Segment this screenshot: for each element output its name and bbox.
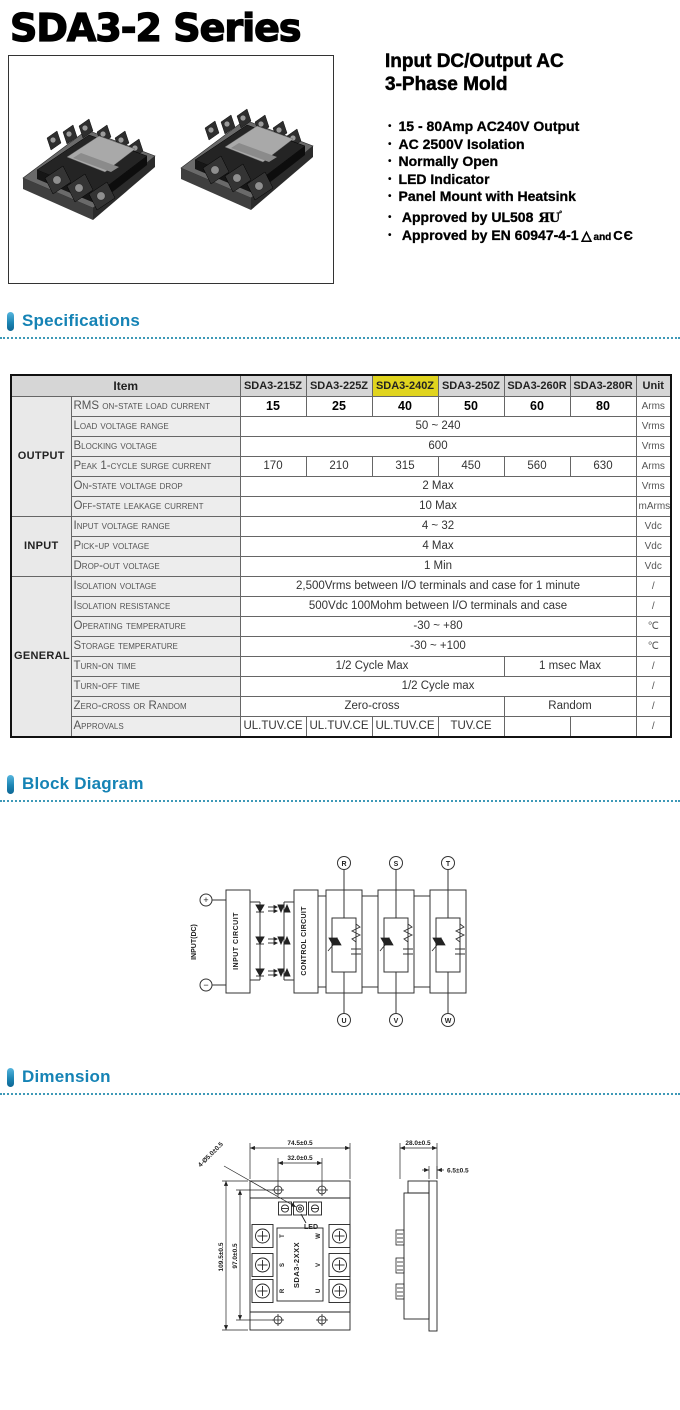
spec-value: UL.TUV.CE <box>372 717 438 738</box>
spec-value: 560 <box>504 457 570 477</box>
spec-unit: Vrms <box>636 417 671 437</box>
spec-unit: Vdc <box>636 557 671 577</box>
spec-col-header: SDA3-250Z <box>438 375 504 397</box>
section-title: Block Diagram <box>22 774 144 793</box>
spec-col-header: Item <box>11 375 240 397</box>
terminal-V-label: V <box>393 1018 399 1025</box>
spec-unit: / <box>636 577 671 597</box>
dim-side-offset-label: 6.5±0.5 <box>447 1167 469 1175</box>
spec-value: 1 msec Max <box>504 657 636 677</box>
spec-value: Zero-cross <box>240 697 504 717</box>
input-circuit-label: INPUT CIRCUIT <box>233 912 240 970</box>
spec-item-name: Approvals <box>71 717 240 738</box>
spec-item-name: Storage temperature <box>71 637 240 657</box>
spec-item-name: Load voltage range <box>71 417 240 437</box>
ul-recognized-icon: ЯU <box>538 210 560 226</box>
spec-value: 2,500Vrms between I/O terminals and case for 1 minute <box>240 577 636 597</box>
control-circuit-label: CONTROL CIRCUIT <box>301 906 308 976</box>
dotted-divider <box>0 337 680 339</box>
feature-item: • Approved by EN 60947-4-1 △ and CЄ <box>388 227 634 247</box>
spec-value: TUV.CE <box>438 717 504 738</box>
spec-value: 25 <box>306 397 372 417</box>
spec-item-name: Input voltage range <box>71 517 240 537</box>
block-diagram <box>190 850 475 1035</box>
spec-value: -30 ~ +100 <box>240 637 636 657</box>
spec-value: 2 Max <box>240 477 636 497</box>
spec-value: 10 Max <box>240 497 636 517</box>
and-text: and <box>593 232 612 243</box>
spec-value: 80 <box>570 397 636 417</box>
spec-group-label: INPUT <box>11 517 71 577</box>
spec-value: 170 <box>240 457 306 477</box>
spec-unit: / <box>636 657 671 677</box>
section-block-diagram <box>0 773 680 802</box>
feature-list <box>388 118 634 247</box>
dim-side-width-label: 28.0±0.5 <box>405 1140 431 1147</box>
section-title: Dimension <box>22 1067 111 1086</box>
spec-col-header: SDA3-260R <box>504 375 570 397</box>
spec-value: 60 <box>504 397 570 417</box>
terminal-T-label: T <box>445 861 451 868</box>
feature-item: • LED Indicator <box>388 171 634 189</box>
ce-mark-icon: CЄ <box>613 228 634 243</box>
product-photo <box>9 56 333 283</box>
minus-terminal-label: − <box>203 980 209 990</box>
dimension-drawing <box>182 1130 512 1345</box>
section-bar-icon <box>7 1068 14 1087</box>
dim-width-label: 74.5±0.5 <box>287 1140 313 1147</box>
spec-group-label: GENERAL <box>11 577 71 738</box>
spec-item-name: Pick-up voltage <box>71 537 240 557</box>
spec-value: 1/2 Cycle max <box>240 677 636 697</box>
spec-unit: Arms <box>636 457 671 477</box>
spec-item-name: Drop-out voltage <box>71 557 240 577</box>
dotted-divider <box>0 800 680 802</box>
product-photo-frame <box>8 55 334 284</box>
spec-col-header: Unit <box>636 375 671 397</box>
section-dimension <box>0 1066 680 1095</box>
spec-unit: mArms <box>636 497 671 517</box>
spec-col-header: SDA3-215Z <box>240 375 306 397</box>
spec-group-label: OUTPUT <box>11 397 71 517</box>
input-dc-label: INPUT(DC) <box>191 924 198 960</box>
terminal-W-label: W <box>444 1018 452 1025</box>
optocoupler-icons <box>256 905 290 977</box>
spec-value: 4 Max <box>240 537 636 557</box>
spec-value: 40 <box>372 397 438 417</box>
tuv-triangle-icon: △ <box>581 228 592 243</box>
front-terminal-W: W <box>316 1233 322 1239</box>
spec-col-header: SDA3-240Z <box>372 375 438 397</box>
spec-item-name: Zero-cross or Random <box>71 697 240 717</box>
page-title: SDA3-2 Series <box>10 6 301 50</box>
spec-unit: / <box>636 597 671 617</box>
spec-value: UL.TUV.CE <box>240 717 306 738</box>
spec-value: UL.TUV.CE <box>306 717 372 738</box>
feature-item: • Normally Open <box>388 153 634 171</box>
feature-item: • AC 2500V Isolation <box>388 136 634 154</box>
led-label: LED <box>304 1224 318 1231</box>
spec-unit: Vrms <box>636 477 671 497</box>
dim-hole-callout: 4-Ø5.0±0.5 <box>196 1140 225 1169</box>
feature-item: • Panel Mount with Heatsink <box>388 188 634 206</box>
spec-unit: ℃ <box>636 637 671 657</box>
terminal-U-label: U <box>341 1018 347 1025</box>
intro-heading-line1: Input DC/Output AC <box>385 51 564 72</box>
section-bar-icon <box>7 775 14 794</box>
spec-unit: / <box>636 717 671 738</box>
ul-reg-icon: ° <box>559 210 562 218</box>
section-title: Specifications <box>22 311 141 330</box>
spec-unit: ℃ <box>636 617 671 637</box>
model-label: SDA3-2XXX <box>292 1241 301 1289</box>
spec-value: 315 <box>372 457 438 477</box>
spec-item-name: RMS on-state load current <box>71 397 240 417</box>
spec-value: 1 Min <box>240 557 636 577</box>
spec-table <box>10 374 672 738</box>
spec-unit: Vdc <box>636 537 671 557</box>
spec-value: 50 <box>438 397 504 417</box>
terminal-R-label: R <box>341 861 347 868</box>
front-terminal-R: R <box>280 1288 286 1294</box>
feature-item: • 15 - 80Amp AC240V Output <box>388 118 634 136</box>
front-terminal-T: T <box>280 1234 286 1238</box>
dotted-divider <box>0 1093 680 1095</box>
spec-value: -30 ~ +80 <box>240 617 636 637</box>
spec-item-name: Off-state leakage current <box>71 497 240 517</box>
feature-item: • Approved by UL508 ЯU° <box>388 206 634 228</box>
intro-heading-line2: 3-Phase Mold <box>385 74 508 95</box>
spec-unit: Vrms <box>636 437 671 457</box>
spec-value: 450 <box>438 457 504 477</box>
plus-terminal-label: + <box>203 895 209 905</box>
spec-table-wrap <box>10 374 672 738</box>
spec-value <box>504 717 570 738</box>
spec-value: 630 <box>570 457 636 477</box>
spec-value: 210 <box>306 457 372 477</box>
spec-item-name: On-state voltage drop <box>71 477 240 497</box>
front-terminal-U: U <box>316 1288 322 1294</box>
spec-value: 4 ~ 32 <box>240 517 636 537</box>
spec-value: 15 <box>240 397 306 417</box>
spec-unit: / <box>636 677 671 697</box>
intro-heading <box>385 50 564 96</box>
terminal-S-label: S <box>393 861 399 868</box>
spec-item-name: Peak 1-cycle surge current <box>71 457 240 477</box>
spec-col-header: SDA3-280R <box>570 375 636 397</box>
section-bar-icon <box>7 312 14 331</box>
spec-item-name: Turn-on time <box>71 657 240 677</box>
spec-item-name: Isolation resistance <box>71 597 240 617</box>
dim-inner-height-label: 97.0±0.5 <box>232 1243 239 1269</box>
spec-value: 50 ~ 240 <box>240 417 636 437</box>
spec-item-name: Turn-off time <box>71 677 240 697</box>
dim-hole-span-label: 32.0±0.5 <box>287 1155 313 1162</box>
spec-value: 500Vdc 100Mohm between I/O terminals and case <box>240 597 636 617</box>
front-terminal-S: S <box>280 1262 286 1268</box>
spec-unit: Arms <box>636 397 671 417</box>
spec-value <box>570 717 636 738</box>
spec-item-name: Isolation voltage <box>71 577 240 597</box>
spec-value: 1/2 Cycle Max <box>240 657 504 677</box>
spec-item-name: Operating temperature <box>71 617 240 637</box>
spec-col-header: SDA3-225Z <box>306 375 372 397</box>
spec-item-name: Blocking voltage <box>71 437 240 457</box>
dim-height-label: 109.5±0.5 <box>218 1242 225 1272</box>
section-specifications <box>0 310 680 339</box>
spec-unit: / <box>636 697 671 717</box>
spec-unit: Vdc <box>636 517 671 537</box>
spec-value: Random <box>504 697 636 717</box>
front-terminal-V: V <box>316 1262 322 1268</box>
spec-value: 600 <box>240 437 636 457</box>
